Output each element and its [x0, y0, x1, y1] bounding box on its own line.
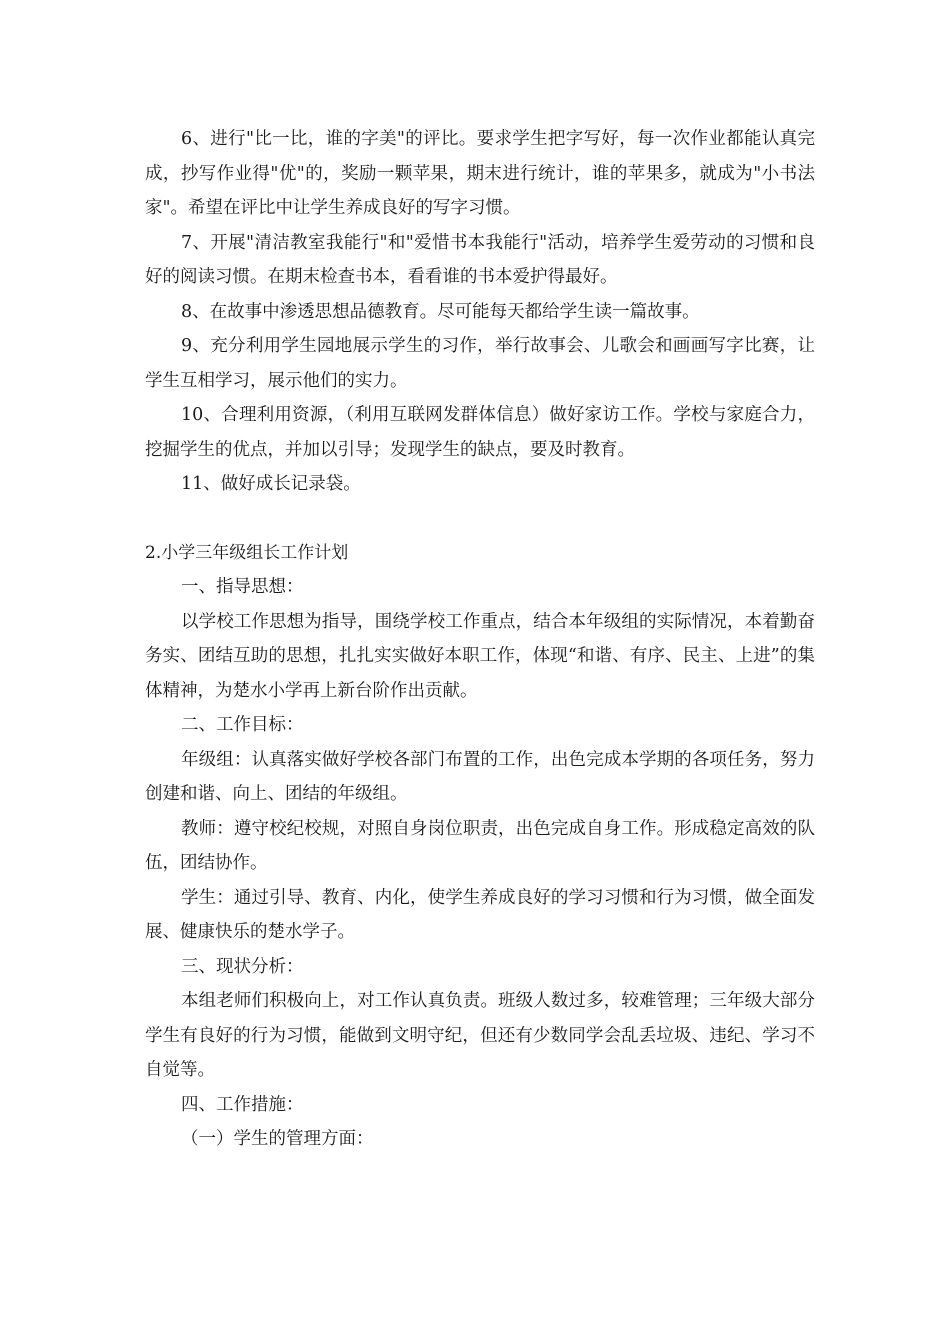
paragraph-grade-group-goal: 年级组：认真落实做好学校各部门布置的工作，出色完成本学期的各项任务，努力创建和谐、向上、团结的年级组。	[145, 749, 815, 804]
subheading-student-management: （一）学生的管理方面：	[181, 1129, 374, 1149]
paragraph-student-goal: 学生：通过引导、教育、内化，使学生养成良好的学习习惯和行为习惯，做全面发展、健康快乐的楚水学子。	[145, 887, 815, 942]
list-item-11: 11、做好成长记录袋。	[181, 474, 361, 494]
list-item-8: 8、在故事中渗透思想品德教育。尽可能每天都给学生读一篇故事。	[181, 301, 700, 322]
heading-guiding-thought: 一、指导思想：	[181, 577, 304, 597]
list-item-6: 6、进行"比一比，谁的字美"的评比。要求学生把字写好，每一次作业都能认真完成，抄写作业得"优"的，奖励一颗苹果，期末进行统计，谁的苹果多，就成为"小书法家"。希望在评比中让学生养成良好的写字习惯。	[145, 129, 815, 218]
section-title: 2.小学三年级组长工作计划	[145, 542, 349, 563]
heading-work-measures: 四、工作措施：	[181, 1094, 304, 1115]
paragraph-teacher-goal: 教师：遵守校纪校规，对照自身岗位职责，出色完成自身工作。形成稳定高效的队伍，团结协作。	[145, 818, 815, 873]
list-item-10: 10、合理利用资源，（利用互联网发群体信息）做好家访工作。学校与家庭合力，挖掘学生的优点，并加以引导；发现学生的缺点，要及时教育。	[145, 405, 815, 460]
section-spacer	[145, 502, 815, 536]
heading-work-goals: 二、工作目标：	[181, 715, 304, 735]
paragraph-status-analysis: 本组老师们积极向上，对工作认真负责。班级人数过多，较难管理；三年级大部分学生有良好的行为习惯，能做到文明守纪，但还有少数同学会乱丢垃圾、违纪、学习不自觉等。	[145, 991, 815, 1080]
paragraph-guiding-thought: 以学校工作思想为指导，围绕学校工作重点，结合本年级组的实际情况，本着勤奋务实、团结互助的思想，扎扎实实做好本职工作，体现“和谐、有序、民主、上进”的集体精神，为楚水小学再上新台阶作出贡献。	[145, 611, 815, 701]
heading-status-analysis: 三、现状分析：	[181, 956, 304, 977]
list-item-7: 7、开展"清洁教室我能行"和"爱惜书本我能行"活动，培养学生爱劳动的习惯和良好的阅读习惯。在期末检查书本，看看谁的书本爱护得最好。	[145, 232, 815, 287]
document-body	[145, 122, 815, 1157]
list-item-9: 9、充分利用学生园地展示学生的习作，举行故事会、儿歌会和画画写字比赛，让学生互相学习，展示他们的实力。	[145, 336, 815, 391]
